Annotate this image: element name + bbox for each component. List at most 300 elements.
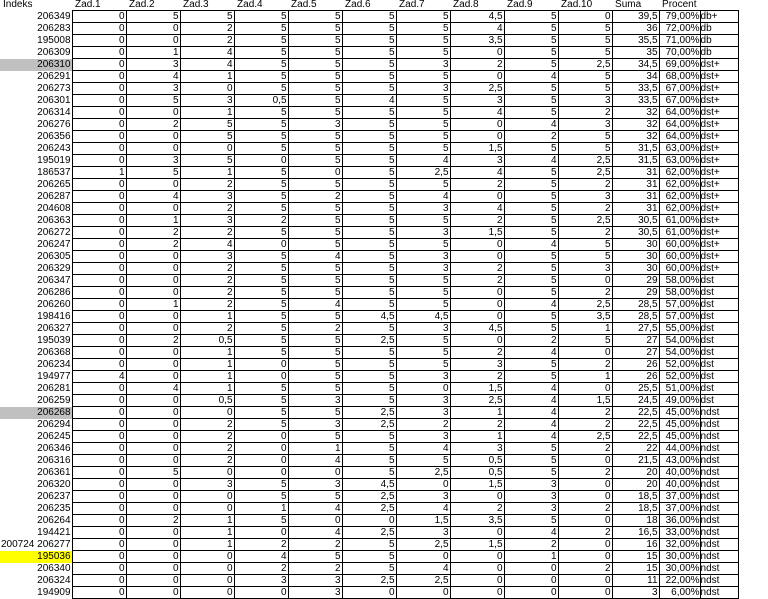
cell-indeks[interactable]: 206309 [37, 46, 71, 58]
cell-zad-7[interactable]: 3 [396, 371, 450, 383]
cell-zad-2[interactable]: 0 [126, 203, 180, 215]
cell-zad-3[interactable]: 0 [180, 563, 234, 575]
cell-procent[interactable]: 45,00% [659, 407, 700, 419]
cell-zad-5[interactable]: 5 [288, 551, 342, 563]
cell-zad-4[interactable]: 0 [234, 587, 288, 599]
cell-procent[interactable]: 58,00% [659, 275, 700, 287]
cell-zad-1[interactable]: 0 [72, 107, 126, 119]
cell-zad-7[interactable]: 5 [396, 143, 450, 155]
cell-procent[interactable]: 36,00% [659, 515, 700, 527]
cell-zad-1[interactable]: 0 [72, 131, 126, 143]
cell-grade[interactable]: dst [700, 275, 738, 287]
cell-indeks[interactable]: 195036 [0, 551, 72, 563]
cell-suma[interactable]: 30 [612, 263, 659, 275]
cell-zad-3[interactable]: 2 [180, 431, 234, 443]
cell-zad-4[interactable]: 5 [234, 179, 288, 191]
cell-suma[interactable]: 33,5 [612, 83, 659, 95]
cell-zad-2[interactable]: 0 [126, 275, 180, 287]
cell-zad-3[interactable]: 4 [180, 59, 234, 71]
cell-zad-3[interactable]: 1 [180, 359, 234, 371]
cell-zad-1[interactable]: 0 [72, 35, 126, 47]
cell-zad-4[interactable]: 0 [234, 467, 288, 479]
cell-procent[interactable]: 64,00% [659, 119, 700, 131]
cell-indeks[interactable]: 206356 [37, 130, 71, 142]
cell-zad-1[interactable]: 0 [72, 323, 126, 335]
cell-indeks[interactable]: 206272 [37, 226, 71, 238]
cell-indeks[interactable]: 206268 [0, 407, 72, 419]
cell-procent[interactable]: 44,00% [659, 443, 700, 455]
cell-zad-5[interactable]: 5 [288, 71, 342, 83]
cell-zad-3[interactable]: 3 [180, 191, 234, 203]
cell-procent[interactable]: 45,00% [659, 431, 700, 443]
cell-zad-6[interactable]: 2,5 [342, 503, 396, 515]
cell-procent[interactable]: 54,00% [659, 347, 700, 359]
cell-suma[interactable]: 35,5 [612, 35, 659, 47]
cell-zad-4[interactable]: 0 [234, 359, 288, 371]
cell-zad-10[interactable]: 0 [558, 455, 612, 467]
cell-suma[interactable]: 36 [612, 23, 659, 35]
cell-grade[interactable]: ndst [700, 431, 738, 443]
cell-zad-6[interactable]: 5 [342, 227, 396, 239]
cell-indeks[interactable]: 195039 [37, 334, 71, 346]
cell-grade[interactable]: ndst [700, 503, 738, 515]
cell-suma[interactable]: 20 [612, 467, 659, 479]
cell-zad-6[interactable]: 5 [342, 83, 396, 95]
cell-zad-6[interactable]: 2,5 [342, 419, 396, 431]
cell-zad-5[interactable]: 2 [288, 563, 342, 575]
cell-zad-9[interactable]: 4 [504, 383, 558, 395]
cell-grade[interactable]: ndst [700, 407, 738, 419]
cell-zad-9[interactable]: 5 [504, 167, 558, 179]
cell-zad-6[interactable]: 5 [342, 263, 396, 275]
cell-zad-6[interactable]: 5 [342, 215, 396, 227]
cell-indeks[interactable]: 206349 [37, 10, 71, 22]
cell-zad-7[interactable]: 4 [396, 563, 450, 575]
cell-suma[interactable]: 25,5 [612, 383, 659, 395]
cell-zad-5[interactable]: 5 [288, 335, 342, 347]
cell-zad-10[interactable]: 2,5 [558, 167, 612, 179]
cell-zad-8[interactable]: 0,5 [450, 455, 504, 467]
cell-suma[interactable]: 28,5 [612, 311, 659, 323]
cell-zad-2[interactable]: 0 [126, 263, 180, 275]
cell-procent[interactable]: 32,00% [659, 539, 700, 551]
cell-suma[interactable]: 31 [612, 167, 659, 179]
cell-zad-9[interactable]: 5 [504, 191, 558, 203]
cell-zad-2[interactable]: 0 [126, 443, 180, 455]
cell-zad-4[interactable]: 5 [234, 107, 288, 119]
column-header-zad-10[interactable]: Zad.10 [561, 0, 593, 10]
cell-zad-1[interactable]: 0 [72, 575, 126, 587]
cell-zad-3[interactable]: 4 [180, 239, 234, 251]
cell-zad-3[interactable]: 2 [180, 419, 234, 431]
cell-zad-1[interactable]: 0 [72, 299, 126, 311]
cell-grade[interactable]: db+ [700, 11, 738, 23]
cell-zad-6[interactable]: 5 [342, 131, 396, 143]
cell-zad-8[interactable]: 1 [450, 407, 504, 419]
cell-zad-5[interactable]: 5 [288, 383, 342, 395]
cell-zad-4[interactable]: 0,5 [234, 95, 288, 107]
cell-indeks[interactable]: 206283 [37, 22, 71, 34]
cell-zad-10[interactable]: 2,5 [558, 299, 612, 311]
cell-zad-4[interactable]: 1 [234, 503, 288, 515]
cell-zad-5[interactable]: 1 [288, 443, 342, 455]
cell-zad-7[interactable]: 5 [396, 299, 450, 311]
cell-grade[interactable]: db [700, 47, 738, 59]
cell-zad-10[interactable]: 5 [558, 47, 612, 59]
cell-zad-7[interactable]: 5 [396, 95, 450, 107]
cell-zad-5[interactable]: 5 [288, 11, 342, 23]
cell-zad-5[interactable]: 5 [288, 59, 342, 71]
cell-suma[interactable]: 31,5 [612, 143, 659, 155]
cell-grade[interactable]: dst+ [700, 203, 738, 215]
cell-procent[interactable]: 62,00% [659, 203, 700, 215]
cell-zad-10[interactable]: 0 [558, 275, 612, 287]
cell-zad-4[interactable]: 5 [234, 143, 288, 155]
cell-zad-4[interactable]: 5 [234, 419, 288, 431]
cell-zad-4[interactable]: 5 [234, 167, 288, 179]
cell-zad-7[interactable]: 1,5 [396, 515, 450, 527]
cell-zad-9[interactable]: 4 [504, 419, 558, 431]
cell-zad-10[interactable]: 2 [558, 527, 612, 539]
cell-zad-4[interactable]: 5 [234, 263, 288, 275]
cell-suma[interactable]: 30,5 [612, 215, 659, 227]
cell-procent[interactable]: 40,00% [659, 479, 700, 491]
cell-zad-10[interactable]: 2 [558, 443, 612, 455]
cell-grade[interactable]: dst+ [700, 167, 738, 179]
cell-zad-6[interactable]: 5 [342, 203, 396, 215]
cell-zad-5[interactable]: 4 [288, 503, 342, 515]
cell-zad-2[interactable]: 0 [126, 407, 180, 419]
cell-zad-2[interactable]: 0 [126, 287, 180, 299]
cell-suma[interactable]: 31 [612, 203, 659, 215]
cell-zad-6[interactable]: 5 [342, 167, 396, 179]
cell-zad-7[interactable]: 5 [396, 23, 450, 35]
cell-zad-7[interactable]: 5 [396, 71, 450, 83]
cell-indeks[interactable]: 206259 [37, 394, 71, 406]
cell-grade[interactable]: ndst [700, 587, 738, 599]
cell-zad-9[interactable]: 4 [504, 155, 558, 167]
cell-indeks[interactable]: 206234 [37, 358, 71, 370]
cell-zad-8[interactable]: 2 [450, 503, 504, 515]
cell-indeks[interactable]: 195008 [37, 34, 71, 46]
cell-suma[interactable]: 18 [612, 515, 659, 527]
cell-zad-10[interactable]: 2 [558, 419, 612, 431]
cell-zad-1[interactable]: 0 [72, 431, 126, 443]
cell-zad-10[interactable]: 0 [558, 347, 612, 359]
cell-zad-5[interactable]: 0 [288, 467, 342, 479]
cell-zad-5[interactable]: 5 [288, 131, 342, 143]
cell-grade[interactable]: dst+ [700, 215, 738, 227]
cell-zad-8[interactable]: 3,5 [450, 515, 504, 527]
cell-zad-6[interactable]: 5 [342, 47, 396, 59]
cell-indeks[interactable]: 206361 [37, 466, 71, 478]
cell-zad-8[interactable]: 1,5 [450, 479, 504, 491]
cell-indeks[interactable]: 206310 [0, 59, 72, 71]
cell-zad-4[interactable]: 5 [234, 71, 288, 83]
cell-zad-3[interactable]: 0 [180, 551, 234, 563]
cell-zad-6[interactable]: 5 [342, 299, 396, 311]
cell-zad-8[interactable]: 3 [450, 95, 504, 107]
cell-zad-3[interactable]: 3 [180, 215, 234, 227]
cell-zad-6[interactable]: 5 [342, 395, 396, 407]
cell-zad-6[interactable]: 5 [342, 323, 396, 335]
cell-grade[interactable]: dst+ [700, 71, 738, 83]
cell-zad-8[interactable]: 1,5 [450, 383, 504, 395]
cell-zad-1[interactable]: 0 [72, 11, 126, 23]
cell-zad-3[interactable]: 0,5 [180, 335, 234, 347]
cell-zad-2[interactable]: 0 [126, 371, 180, 383]
cell-indeks[interactable]: 200724 206277 [1, 538, 71, 550]
cell-procent[interactable]: 58,00% [659, 287, 700, 299]
cell-zad-5[interactable]: 5 [288, 263, 342, 275]
cell-zad-10[interactable]: 5 [558, 35, 612, 47]
cell-indeks[interactable]: 198416 [37, 310, 71, 322]
cell-indeks[interactable]: 206329 [37, 262, 71, 274]
cell-zad-9[interactable]: 5 [504, 515, 558, 527]
cell-grade[interactable]: dst [700, 323, 738, 335]
cell-indeks[interactable]: 206243 [37, 142, 71, 154]
cell-zad-4[interactable]: 5 [234, 515, 288, 527]
cell-zad-6[interactable]: 5 [342, 383, 396, 395]
cell-zad-5[interactable]: 3 [288, 119, 342, 131]
cell-zad-2[interactable]: 2 [126, 239, 180, 251]
cell-zad-8[interactable]: 4 [450, 167, 504, 179]
cell-zad-1[interactable]: 0 [72, 215, 126, 227]
cell-indeks[interactable]: 194909 [37, 586, 71, 598]
column-header-zad-4[interactable]: Zad.4 [237, 0, 263, 10]
cell-zad-7[interactable]: 4 [396, 191, 450, 203]
cell-zad-1[interactable]: 0 [72, 383, 126, 395]
cell-zad-6[interactable]: 5 [342, 155, 396, 167]
cell-zad-6[interactable]: 0 [342, 587, 396, 599]
cell-zad-1[interactable]: 0 [72, 155, 126, 167]
cell-zad-4[interactable]: 5 [234, 83, 288, 95]
cell-grade[interactable]: dst+ [700, 59, 738, 71]
cell-zad-1[interactable]: 0 [72, 347, 126, 359]
cell-suma[interactable]: 35 [612, 47, 659, 59]
cell-zad-6[interactable]: 5 [342, 107, 396, 119]
cell-zad-1[interactable]: 0 [72, 335, 126, 347]
cell-zad-7[interactable]: 3 [396, 59, 450, 71]
cell-procent[interactable]: 51,00% [659, 383, 700, 395]
cell-suma[interactable]: 11 [612, 575, 659, 587]
cell-zad-4[interactable]: 5 [234, 347, 288, 359]
cell-zad-5[interactable]: 5 [288, 347, 342, 359]
cell-indeks[interactable]: 194977 [37, 370, 71, 382]
cell-zad-2[interactable]: 0 [126, 131, 180, 143]
cell-zad-2[interactable]: 1 [126, 215, 180, 227]
cell-grade[interactable]: dst+ [700, 179, 738, 191]
cell-zad-1[interactable]: 0 [72, 467, 126, 479]
cell-zad-10[interactable]: 5 [558, 335, 612, 347]
cell-zad-4[interactable]: 0 [234, 371, 288, 383]
cell-zad-5[interactable]: 3 [288, 587, 342, 599]
cell-zad-1[interactable]: 0 [72, 407, 126, 419]
cell-zad-1[interactable]: 0 [72, 119, 126, 131]
cell-grade[interactable]: ndst [700, 563, 738, 575]
cell-zad-9[interactable]: 5 [504, 275, 558, 287]
cell-zad-2[interactable]: 0 [126, 455, 180, 467]
cell-zad-6[interactable]: 2,5 [342, 407, 396, 419]
cell-zad-5[interactable]: 4 [288, 251, 342, 263]
cell-zad-9[interactable]: 2 [504, 335, 558, 347]
cell-zad-9[interactable]: 5 [504, 455, 558, 467]
cell-procent[interactable]: 40,00% [659, 467, 700, 479]
cell-zad-2[interactable]: 0 [126, 251, 180, 263]
cell-grade[interactable]: dst [700, 287, 738, 299]
cell-zad-7[interactable]: 5 [396, 239, 450, 251]
cell-zad-9[interactable]: 5 [504, 179, 558, 191]
cell-zad-7[interactable]: 2,5 [396, 575, 450, 587]
cell-zad-3[interactable]: 1 [180, 383, 234, 395]
cell-suma[interactable]: 29 [612, 287, 659, 299]
cell-suma[interactable]: 22 [612, 443, 659, 455]
cell-zad-2[interactable]: 0 [126, 563, 180, 575]
cell-zad-8[interactable]: 1,5 [450, 539, 504, 551]
cell-zad-2[interactable]: 1 [126, 47, 180, 59]
cell-zad-6[interactable]: 5 [342, 275, 396, 287]
cell-zad-8[interactable]: 4,5 [450, 323, 504, 335]
cell-indeks[interactable]: 206247 [37, 238, 71, 250]
cell-procent[interactable]: 45,00% [659, 419, 700, 431]
cell-zad-4[interactable]: 2 [234, 539, 288, 551]
cell-indeks[interactable]: 206235 [37, 502, 71, 514]
cell-zad-4[interactable]: 5 [234, 47, 288, 59]
cell-zad-10[interactable]: 0 [558, 11, 612, 23]
cell-zad-7[interactable]: 3 [396, 491, 450, 503]
cell-grade[interactable]: dst+ [700, 191, 738, 203]
cell-zad-4[interactable]: 5 [234, 335, 288, 347]
cell-zad-6[interactable]: 2,5 [342, 575, 396, 587]
cell-zad-9[interactable]: 3 [504, 491, 558, 503]
cell-zad-2[interactable]: 0 [126, 587, 180, 599]
cell-grade[interactable]: dst+ [700, 107, 738, 119]
cell-zad-9[interactable]: 5 [504, 203, 558, 215]
cell-zad-7[interactable]: 4 [396, 155, 450, 167]
cell-zad-1[interactable]: 0 [72, 143, 126, 155]
cell-grade[interactable]: ndst [700, 515, 738, 527]
cell-zad-7[interactable]: 5 [396, 47, 450, 59]
column-header-zad-9[interactable]: Zad.9 [507, 0, 533, 10]
cell-zad-7[interactable]: 5 [396, 11, 450, 23]
cell-zad-7[interactable]: 2,5 [396, 539, 450, 551]
cell-zad-5[interactable]: 5 [288, 95, 342, 107]
cell-zad-2[interactable]: 0 [126, 107, 180, 119]
cell-indeks[interactable]: 206346 [37, 442, 71, 454]
cell-zad-10[interactable]: 1 [558, 371, 612, 383]
cell-zad-10[interactable]: 2 [558, 287, 612, 299]
cell-zad-3[interactable]: 2 [180, 203, 234, 215]
cell-grade[interactable]: db [700, 35, 738, 47]
cell-zad-3[interactable]: 1 [180, 539, 234, 551]
cell-zad-2[interactable]: 0 [126, 575, 180, 587]
cell-procent[interactable]: 79,00% [659, 11, 700, 23]
cell-zad-5[interactable]: 5 [288, 203, 342, 215]
cell-suma[interactable]: 15 [612, 563, 659, 575]
cell-zad-7[interactable]: 5 [396, 347, 450, 359]
column-header-zad-5[interactable]: Zad.5 [291, 0, 317, 10]
cell-zad-6[interactable]: 5 [342, 431, 396, 443]
cell-indeks[interactable]: 206237 [37, 490, 71, 502]
cell-zad-8[interactable]: 0 [450, 239, 504, 251]
cell-zad-6[interactable]: 2,5 [342, 335, 396, 347]
cell-zad-6[interactable]: 0 [342, 515, 396, 527]
cell-zad-6[interactable]: 5 [342, 23, 396, 35]
cell-zad-2[interactable]: 1 [126, 299, 180, 311]
cell-zad-9[interactable]: 5 [504, 263, 558, 275]
cell-zad-10[interactable]: 0 [558, 587, 612, 599]
cell-zad-2[interactable]: 0 [126, 323, 180, 335]
cell-zad-5[interactable]: 5 [288, 155, 342, 167]
cell-zad-7[interactable]: 2,5 [396, 467, 450, 479]
cell-zad-8[interactable]: 4 [450, 107, 504, 119]
cell-zad-3[interactable]: 0 [180, 503, 234, 515]
cell-procent[interactable]: 69,00% [659, 59, 700, 71]
cell-zad-10[interactable]: 5 [558, 251, 612, 263]
cell-zad-2[interactable]: 2 [126, 119, 180, 131]
cell-zad-6[interactable]: 5 [342, 239, 396, 251]
cell-zad-9[interactable]: 5 [504, 59, 558, 71]
cell-indeks[interactable]: 206264 [37, 514, 71, 526]
cell-zad-1[interactable]: 0 [72, 95, 126, 107]
cell-zad-5[interactable]: 5 [288, 215, 342, 227]
cell-zad-8[interactable]: 0 [450, 131, 504, 143]
cell-grade[interactable]: db [700, 23, 738, 35]
cell-zad-10[interactable]: 2 [558, 359, 612, 371]
cell-zad-7[interactable]: 5 [396, 179, 450, 191]
cell-zad-4[interactable]: 5 [234, 59, 288, 71]
cell-procent[interactable]: 67,00% [659, 83, 700, 95]
cell-zad-6[interactable]: 5 [342, 467, 396, 479]
cell-suma[interactable]: 18,5 [612, 491, 659, 503]
cell-procent[interactable]: 60,00% [659, 239, 700, 251]
cell-zad-10[interactable]: 0 [558, 479, 612, 491]
cell-zad-1[interactable]: 0 [72, 47, 126, 59]
cell-zad-3[interactable]: 2 [180, 23, 234, 35]
cell-zad-3[interactable]: 2 [180, 263, 234, 275]
cell-suma[interactable]: 27,5 [612, 323, 659, 335]
cell-grade[interactable]: dst [700, 299, 738, 311]
cell-zad-9[interactable]: 1 [504, 551, 558, 563]
cell-suma[interactable]: 34 [612, 71, 659, 83]
cell-suma[interactable]: 26 [612, 359, 659, 371]
cell-procent[interactable]: 61,00% [659, 227, 700, 239]
cell-procent[interactable]: 52,00% [659, 371, 700, 383]
cell-indeks[interactable]: 206347 [37, 274, 71, 286]
cell-zad-9[interactable]: 4 [504, 71, 558, 83]
cell-zad-9[interactable]: 5 [504, 467, 558, 479]
cell-zad-3[interactable]: 2 [180, 299, 234, 311]
cell-zad-1[interactable]: 0 [72, 83, 126, 95]
cell-zad-9[interactable]: 5 [504, 443, 558, 455]
cell-zad-7[interactable]: 3 [396, 431, 450, 443]
cell-zad-6[interactable]: 5 [342, 563, 396, 575]
cell-zad-8[interactable]: 0 [450, 71, 504, 83]
cell-zad-3[interactable]: 1 [180, 347, 234, 359]
cell-zad-1[interactable]: 0 [72, 359, 126, 371]
cell-zad-5[interactable]: 5 [288, 227, 342, 239]
column-header-zad-3[interactable]: Zad.3 [183, 0, 209, 10]
cell-zad-4[interactable]: 5 [234, 23, 288, 35]
cell-zad-10[interactable]: 2 [558, 467, 612, 479]
cell-zad-5[interactable]: 5 [288, 491, 342, 503]
cell-zad-3[interactable]: 2 [180, 443, 234, 455]
cell-zad-4[interactable]: 5 [234, 11, 288, 23]
cell-zad-5[interactable]: 4 [288, 299, 342, 311]
cell-zad-3[interactable]: 0 [180, 491, 234, 503]
cell-procent[interactable]: 68,00% [659, 71, 700, 83]
cell-suma[interactable]: 30 [612, 251, 659, 263]
